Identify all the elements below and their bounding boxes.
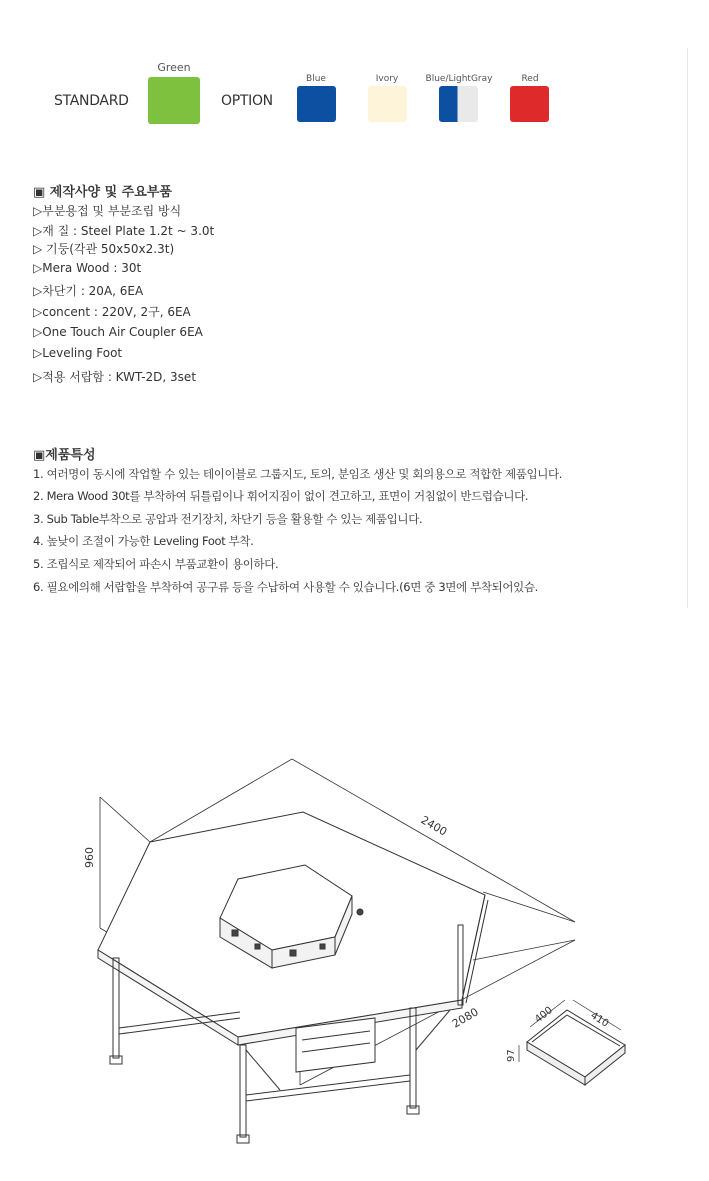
feature-item: 4. 높낮이 조절이 가능한 Leveling Foot 부착. [33, 534, 254, 548]
standard-color-name: Green [157, 61, 191, 74]
features-title: ▣제품특성 [33, 448, 96, 463]
spec-item: ▷재 질 : Steel Plate 1.2t ~ 3.0t [33, 224, 215, 238]
spec-item: ▷Mera Wood : 30t [33, 261, 142, 275]
dim-drawer-depth: 410 [588, 1010, 611, 1030]
option-color-name-blue-lightgray: Blue/LightGray [425, 74, 493, 84]
feature-item: 5. 조립식로 제작되어 파손시 부품교환이 용이하다. [33, 557, 279, 571]
dim-depth: 2080 [450, 1005, 481, 1031]
specs-title: ▣ 제작사양 및 주요부품 [33, 185, 172, 200]
spec-item: ▷One Touch Air Coupler 6EA [33, 325, 203, 339]
dim-drawer-height: 97 [506, 1049, 517, 1062]
feature-item: 3. Sub Table부착으로 공압과 전기장치, 차단기 등을 활용할 수 있는 제품입니다. [33, 512, 423, 526]
feature-item: 2. Mera Wood 30t를 부착하여 뒤틀림이나 휘어지짐이 없이 견고하고, 표면이 거침없이 반드럽습니다. [33, 489, 529, 503]
feature-item: 6. 필요에의해 서랍함을 부착하여 공구류 등을 수납하여 사용할 수 있습니다.(6면 중 3면에 부착되어있슴. [33, 580, 538, 594]
option-color-name-ivory: Ivory [375, 74, 399, 84]
spec-item: ▷ 기둥(각관 50x50x2.3t) [33, 242, 175, 256]
spec-item: ▷Leveling Foot [33, 346, 123, 360]
option-color-name-red: Red [521, 74, 539, 84]
dim-height: 960 [83, 847, 96, 868]
standard-label: STANDARD [54, 93, 129, 109]
option-label: OPTION [221, 93, 273, 109]
dim-drawer-width: 400 [533, 1004, 555, 1026]
option-color-name-blue: Blue [306, 74, 326, 84]
dim-width: 2400 [418, 813, 450, 839]
feature-item: 1. 여러명이 동시에 작업할 수 있는 테이이블로 그룹지도, 토의, 분임조 생산 및 회의용으로 적합한 제품입니다. [33, 467, 563, 481]
spec-item: ▷적용 서랍함 : KWT-2D, 3set [33, 370, 197, 384]
spec-item: ▷concent : 220V, 2구, 6EA [33, 305, 191, 319]
spec-item: ▷차단기 : 20A, 6EA [33, 284, 144, 298]
spec-item: ▷부분용접 및 부분조립 방식 [33, 204, 182, 218]
